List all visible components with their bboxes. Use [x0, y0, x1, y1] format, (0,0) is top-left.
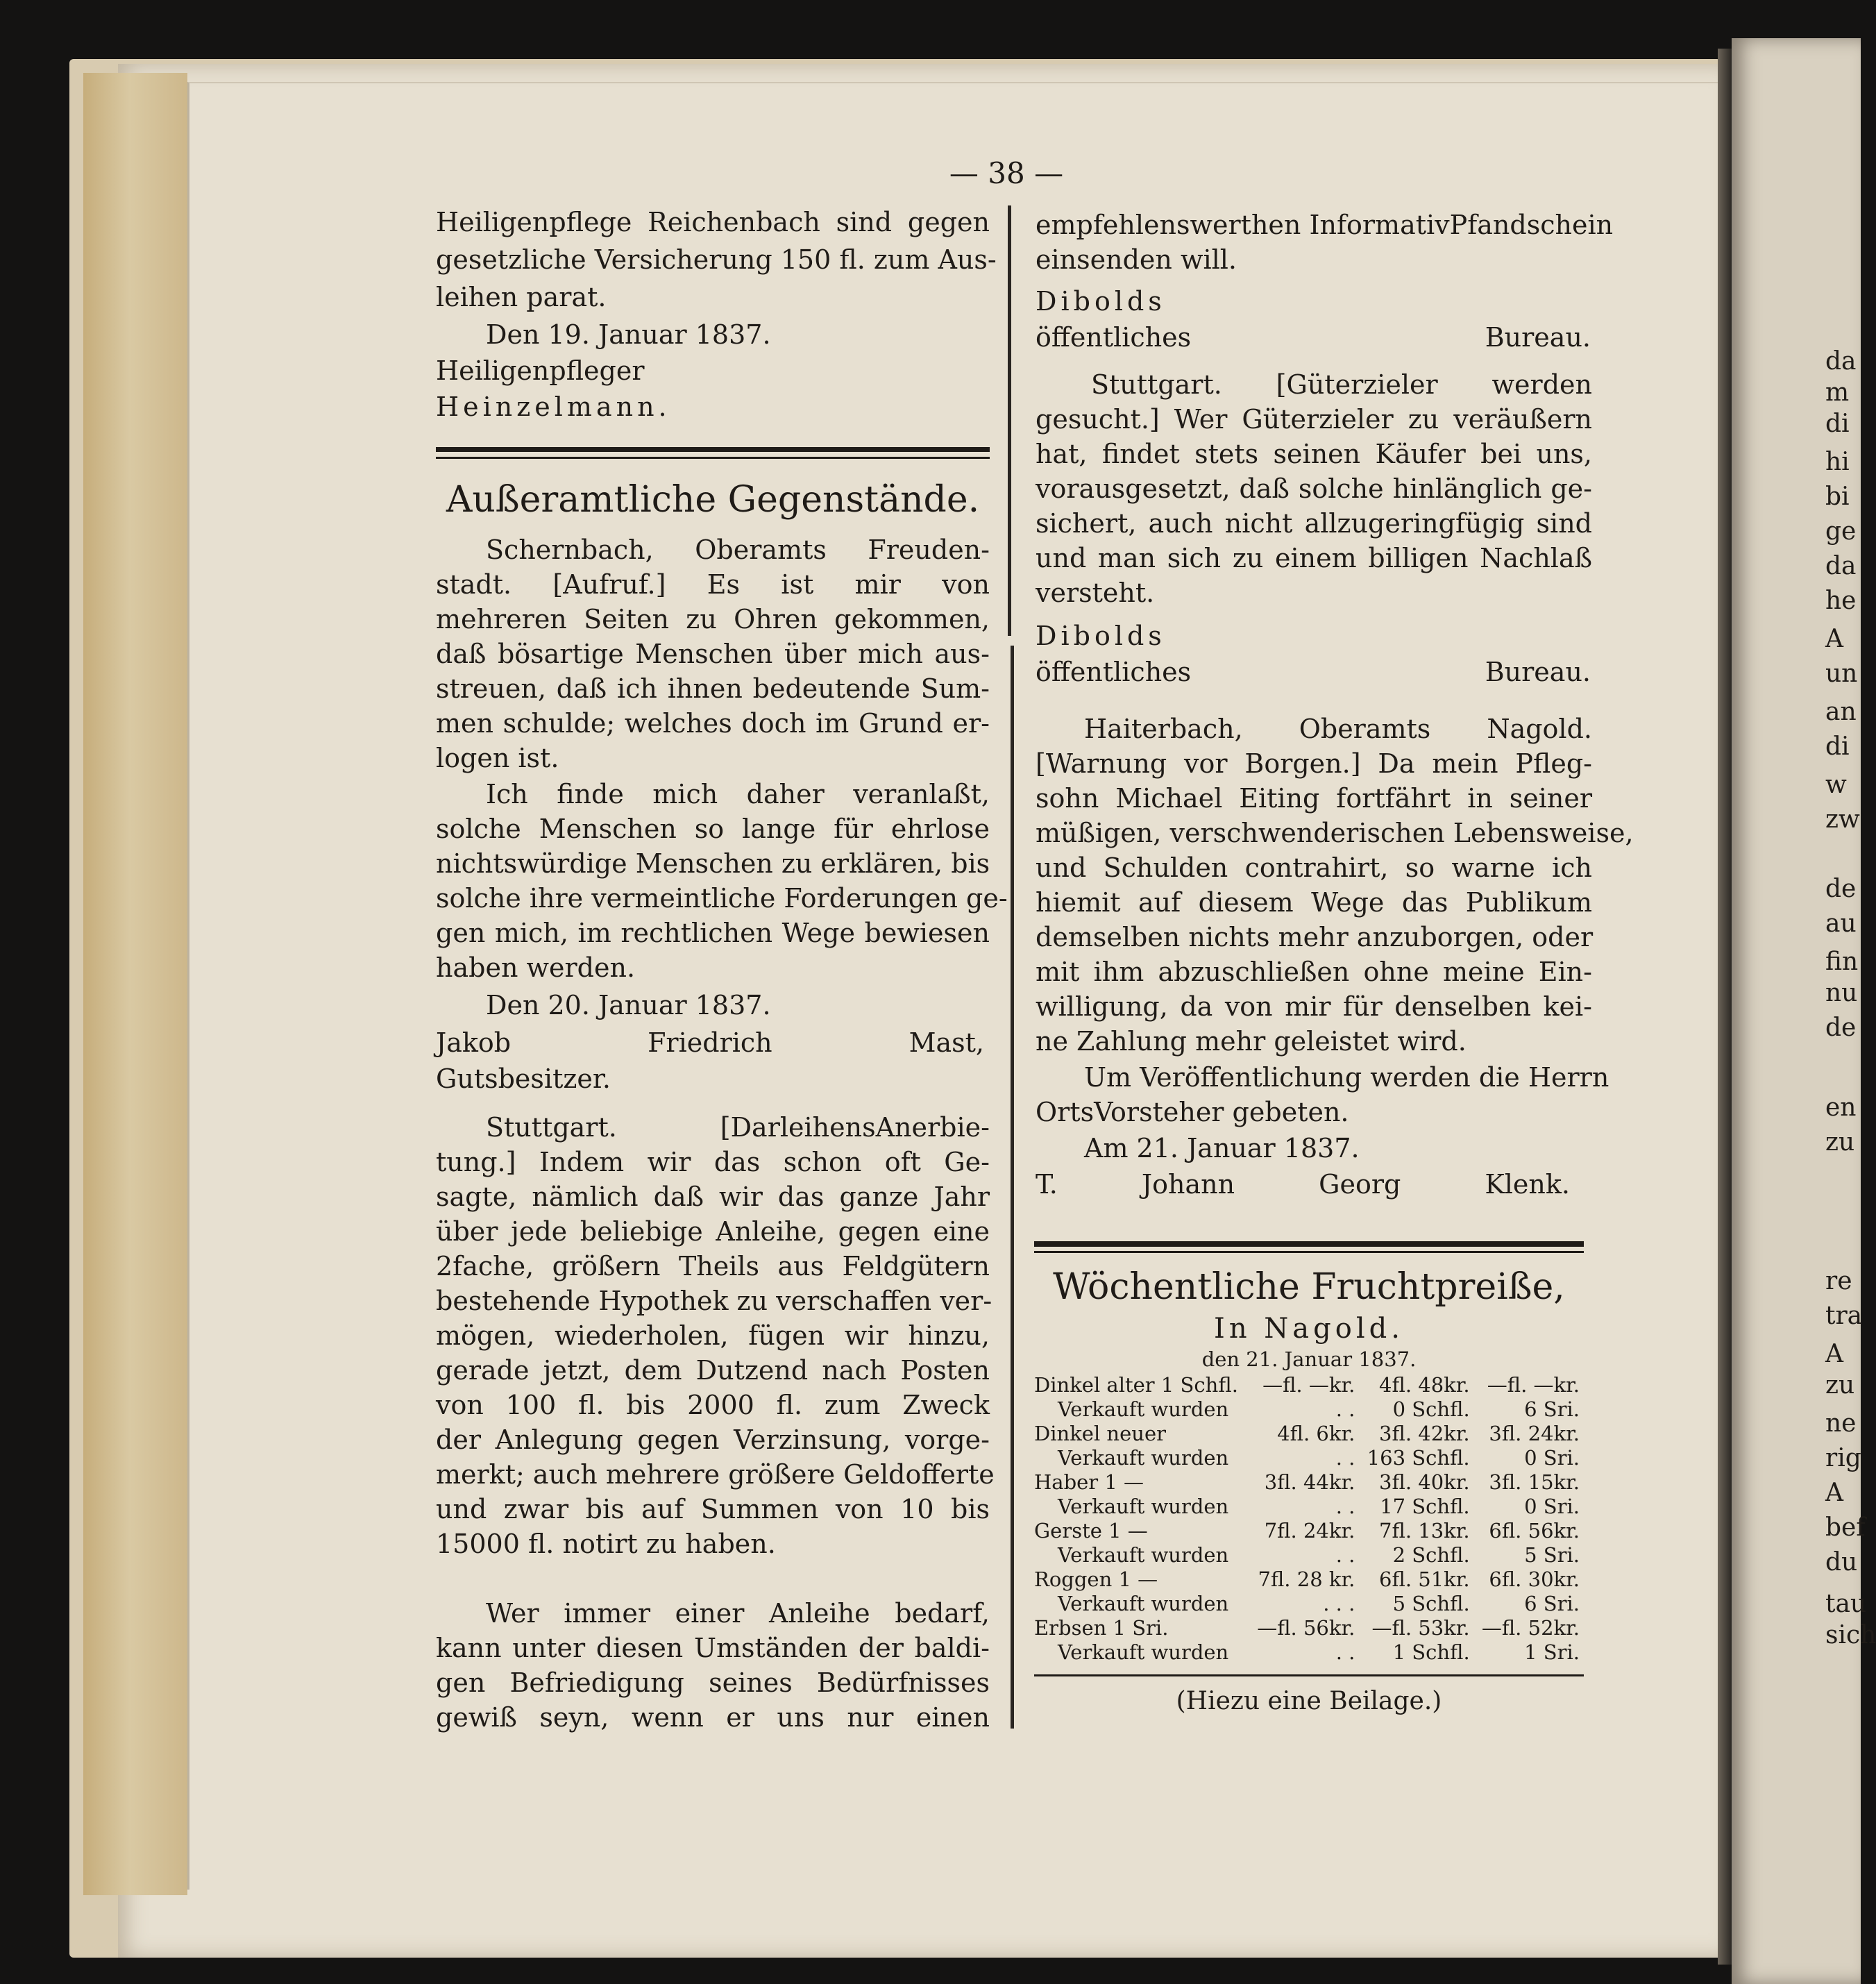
- price-value-cell: 0 Schfl.: [1392, 1397, 1470, 1421]
- signature-title: öffentliches Bureau.: [1036, 657, 1591, 687]
- next-page-fragment: A: [1825, 1340, 1843, 1368]
- next-page-fragment: A: [1825, 625, 1843, 653]
- signature-name: Heinzelmann.: [436, 392, 671, 422]
- next-page-fragment: A: [1825, 1479, 1843, 1507]
- text-line: der Anlegung gegen Verzinsung, vorge-: [436, 1424, 990, 1455]
- price-label-cell: Verkauft wurden: [1058, 1543, 1229, 1567]
- text-line: sichert, auch nicht allzugeringfügig sind: [1036, 508, 1592, 539]
- text-line: willigung, da von mir für denselben kei-: [1036, 991, 1592, 1022]
- price-label-cell: Gerste 1 —: [1034, 1519, 1148, 1542]
- text-line: daß bösartige Menschen über mich aus-: [436, 639, 990, 669]
- signature-name: Jakob Friedrich Mast,: [436, 1027, 984, 1058]
- price-label-cell: Roggen 1 —: [1034, 1567, 1158, 1591]
- signature-title: Heiligenpfleger: [436, 355, 645, 386]
- text-line: [Warnung vor Borgen.] Da mein Pfleg-: [1036, 748, 1592, 779]
- notice-date: Den 20. Januar 1837.: [486, 990, 771, 1020]
- price-value-cell: . .: [1335, 1495, 1355, 1518]
- signature-name: Dibolds: [1036, 286, 1166, 317]
- text-line: einsenden will.: [1036, 244, 1237, 275]
- text-line: vorausgesetzt, daß solche hinlänglich ge-: [1036, 473, 1592, 504]
- text-line: mögen, wiederholen, fügen wir hinzu,: [436, 1320, 990, 1351]
- text-line: gerade jetzt, dem Dutzend nach Posten: [436, 1355, 990, 1386]
- price-value-cell: 7fl. 24kr.: [1264, 1519, 1355, 1542]
- text-line: 2fache, größern Theils aus Feldgütern: [436, 1251, 990, 1281]
- next-page-fragment: m: [1825, 378, 1850, 407]
- price-value-cell: 0 Sri.: [1524, 1495, 1580, 1518]
- prices-table: [1034, 1373, 1584, 1665]
- signature-name: Dibolds: [1036, 621, 1166, 651]
- text-line: Um Veröffentlichung werden die Herrn: [1084, 1062, 1609, 1093]
- section-rule-thick: [436, 447, 990, 452]
- price-value-cell: 1 Schfl.: [1392, 1640, 1470, 1664]
- text-line: gen Befriedigung seines Bedürfnisses: [436, 1667, 990, 1698]
- text-line: bestehende Hypothek zu verschaffen ver-: [436, 1286, 992, 1316]
- text-line: empfehlenswerthen InformativPfandschein: [1036, 210, 1614, 240]
- price-value-cell: 6fl. 56kr.: [1489, 1519, 1580, 1542]
- next-page-edge: [1732, 38, 1861, 1984]
- next-page-fragment: rig: [1825, 1444, 1861, 1472]
- next-page-fragment: fin: [1825, 948, 1859, 976]
- price-row: [1034, 1592, 1584, 1616]
- next-page-fragment: bef: [1825, 1513, 1866, 1542]
- price-value-cell: 6fl. 30kr.: [1489, 1567, 1580, 1591]
- signature-title: öffentliches Bureau.: [1036, 322, 1591, 353]
- price-value-cell: . .: [1335, 1446, 1355, 1470]
- page-number: — 38 —: [949, 156, 1064, 190]
- prices-rule-thin: [1034, 1251, 1584, 1253]
- text-line: versteht.: [1036, 578, 1155, 608]
- signature-name: T. Johann Georg Klenk.: [1036, 1169, 1570, 1200]
- next-page-fragment: ne: [1825, 1409, 1857, 1438]
- text-line: mehreren Seiten zu Ohren gekommen,: [436, 604, 990, 634]
- price-value-cell: . .: [1335, 1397, 1355, 1421]
- text-line: 15000 fl. notirt zu haben.: [436, 1529, 776, 1559]
- next-page-fragment: di: [1825, 410, 1850, 438]
- text-line: Stuttgart. [DarleihensAnerbie-: [486, 1112, 990, 1143]
- price-value-cell: 7fl. 28 kr.: [1258, 1567, 1355, 1591]
- price-row: [1034, 1616, 1584, 1640]
- supplement-note: (Hiezu eine Beilage.): [1176, 1687, 1442, 1715]
- text-line: sagte, nämlich daß wir das ganze Jahr: [436, 1182, 990, 1212]
- prices-location: In Nagold.: [1214, 1313, 1404, 1345]
- price-value-cell: 6 Sri.: [1524, 1397, 1580, 1421]
- next-page-fragment: tau: [1825, 1590, 1867, 1618]
- text-line: logen ist.: [436, 743, 559, 773]
- price-value-cell: . .: [1335, 1543, 1355, 1567]
- price-value-cell: 163 Schfl.: [1367, 1446, 1470, 1470]
- text-line: Stuttgart. [Güterzieler werden: [1091, 369, 1592, 400]
- next-page-fragment: de: [1825, 1014, 1857, 1042]
- column-divider-lower: [1011, 646, 1014, 1729]
- text-line: über jede beliebige Anleihe, gegen eine: [436, 1216, 990, 1247]
- text-line: Wer immer einer Anleihe bedarf,: [486, 1598, 990, 1629]
- text-line: nichtswürdige Menschen zu erklären, bis: [436, 848, 990, 879]
- price-value-cell: —fl. —kr.: [1262, 1373, 1355, 1397]
- signature-title: Gutsbesitzer.: [436, 1064, 611, 1094]
- text-line: leihen parat.: [436, 282, 607, 312]
- text-line: merkt; auch mehrere größere Geldofferte: [436, 1459, 995, 1490]
- price-label-cell: Dinkel alter 1 Schfl.: [1034, 1373, 1238, 1397]
- price-value-cell: 4fl. 6kr.: [1277, 1422, 1355, 1445]
- book-gutter: [1718, 49, 1732, 1965]
- next-page-fragment: de: [1825, 875, 1857, 903]
- price-value-cell: 1 Sri.: [1524, 1640, 1580, 1664]
- price-row: [1034, 1373, 1584, 1397]
- section-heading: Außeramtliche Gegenstände.: [446, 479, 980, 521]
- price-value-cell: . . .: [1323, 1592, 1355, 1615]
- prices-heading: Wöchentliche Fruchtpreiße,: [1053, 1266, 1565, 1308]
- notice-date: Den 19. Januar 1837.: [486, 319, 771, 350]
- next-page-fragment: w: [1825, 771, 1847, 799]
- price-row: [1034, 1543, 1584, 1567]
- text-line: mit ihm abzuschließen ohne meine Ein-: [1036, 957, 1592, 987]
- price-label-cell: Verkauft wurden: [1058, 1592, 1229, 1615]
- price-label-cell: Dinkel neuer: [1034, 1422, 1166, 1445]
- price-label-cell: Verkauft wurden: [1058, 1640, 1229, 1664]
- price-row: [1034, 1470, 1584, 1495]
- price-value-cell: 7fl. 13kr.: [1379, 1519, 1470, 1542]
- text-line: hat, findet stets seinen Käufer bei uns,: [1036, 439, 1592, 469]
- text-line: tung.] Indem wir das schon oft Ge-: [436, 1147, 990, 1177]
- price-label-cell: Haber 1 —: [1034, 1470, 1144, 1494]
- next-page-fragment: he: [1825, 587, 1857, 615]
- next-page-fragment: an: [1825, 698, 1857, 726]
- prices-date: den 21. Januar 1837.: [1201, 1347, 1417, 1371]
- next-page-fragment: un: [1825, 659, 1858, 688]
- price-row: [1034, 1519, 1584, 1543]
- text-line: gesetzliche Versicherung 150 fl. zum Aus-: [436, 244, 997, 275]
- text-line: haben werden.: [436, 952, 636, 983]
- text-line: müßigen, verschwenderischen Lebensweise,: [1036, 818, 1634, 848]
- price-label-cell: Verkauft wurden: [1058, 1397, 1229, 1421]
- next-page-fragment: nu: [1825, 979, 1858, 1007]
- price-value-cell: 3fl. 44kr.: [1264, 1470, 1355, 1494]
- next-page-fragment: zw: [1825, 805, 1860, 834]
- section-rule-thin: [436, 457, 990, 459]
- text-line: sohn Michael Eiting fortfährt in seiner: [1036, 783, 1592, 814]
- next-page-fragment: au: [1825, 909, 1857, 938]
- next-page-fragment: sich: [1825, 1621, 1876, 1649]
- next-page-fragment: ge: [1825, 517, 1857, 546]
- text-line: Ich finde mich daher veranlaßt,: [486, 779, 990, 809]
- text-line: Haiterbach, Oberamts Nagold.: [1084, 714, 1592, 744]
- text-line: gen mich, im rechtlichen Wege bewiesen: [436, 918, 990, 948]
- next-page-fragment: du: [1825, 1548, 1858, 1577]
- next-page-fragment: bi: [1825, 482, 1850, 511]
- text-line: demselben nichts mehr anzuborgen, oder: [1036, 922, 1594, 952]
- text-line: gewiß seyn, wenn er uns nur einen: [436, 1702, 990, 1733]
- text-line: OrtsVorsteher gebeten.: [1036, 1097, 1349, 1127]
- price-label-cell: Erbsen 1 Sri.: [1034, 1616, 1169, 1640]
- price-value-cell: 3fl. 15kr.: [1489, 1470, 1580, 1494]
- column-divider-upper: [1008, 205, 1011, 636]
- price-value-cell: —fl. 53kr.: [1371, 1616, 1470, 1640]
- price-value-cell: 6 Sri.: [1524, 1592, 1580, 1615]
- text-line: und zwar bis auf Summen von 10 bis: [436, 1494, 990, 1524]
- next-page-fragment: re: [1825, 1267, 1852, 1295]
- next-page-fragment: en: [1825, 1093, 1857, 1122]
- price-row: [1034, 1495, 1584, 1519]
- price-row: [1034, 1397, 1584, 1422]
- price-value-cell: . .: [1335, 1640, 1355, 1664]
- text-line: Schernbach, Oberamts Freuden-: [486, 535, 990, 565]
- price-value-cell: 2 Schfl.: [1392, 1543, 1470, 1567]
- price-value-cell: 5 Schfl.: [1392, 1592, 1470, 1615]
- text-line: von 100 fl. bis 2000 fl. zum Zweck: [436, 1390, 990, 1420]
- price-row: [1034, 1422, 1584, 1446]
- text-line: gesucht.] Wer Güterzieler zu veräußern: [1036, 404, 1592, 435]
- price-value-cell: 3fl. 42kr.: [1379, 1422, 1470, 1445]
- text-line: streuen, daß ich ihnen bedeutende Sum-: [436, 673, 990, 704]
- next-page-fragment: hi: [1825, 448, 1850, 476]
- price-row: [1034, 1567, 1584, 1592]
- prices-rule-thick: [1034, 1241, 1584, 1247]
- text-line: kann unter diesen Umständen der baldi-: [436, 1633, 990, 1663]
- price-label-cell: Verkauft wurden: [1058, 1446, 1229, 1470]
- notice-date: Am 21. Januar 1837.: [1084, 1133, 1360, 1163]
- text-line: und Schulden contrahirt, so warne ich: [1036, 852, 1592, 883]
- text-line: solche Menschen so lange für ehrlose: [436, 814, 990, 844]
- price-value-cell: 6fl. 51kr.: [1379, 1567, 1470, 1591]
- next-page-fragment: zu: [1825, 1371, 1855, 1399]
- price-value-cell: —fl. 52kr.: [1481, 1616, 1580, 1640]
- text-line: men schulde; welches doch im Grund er-: [436, 708, 990, 739]
- text-line: stadt. [Aufruf.] Es ist mir von: [436, 569, 990, 600]
- price-value-cell: —fl. 56kr.: [1257, 1616, 1355, 1640]
- text-line: hiemit auf diesem Wege das Publikum: [1036, 887, 1592, 918]
- next-page-fragment: da: [1825, 347, 1857, 376]
- price-label-cell: Verkauft wurden: [1058, 1495, 1229, 1518]
- price-row: [1034, 1640, 1584, 1665]
- supplement-rule: [1034, 1674, 1584, 1676]
- text-line: solche ihre vermeintliche Forderungen ge-: [436, 883, 1008, 914]
- price-value-cell: 4fl. 48kr.: [1379, 1373, 1470, 1397]
- price-value-cell: 17 Schfl.: [1380, 1495, 1470, 1518]
- text-line: Heiligenpflege Reichenbach sind gegen: [436, 207, 990, 237]
- price-value-cell: 5 Sri.: [1524, 1543, 1580, 1567]
- next-page-fragment: tra: [1825, 1302, 1863, 1330]
- price-row: [1034, 1446, 1584, 1470]
- price-value-cell: 3fl. 40kr.: [1379, 1470, 1470, 1494]
- next-page-fragment: di: [1825, 732, 1850, 761]
- price-value-cell: 0 Sri.: [1524, 1446, 1580, 1470]
- page-edges: [83, 73, 187, 1895]
- text-line: ne Zahlung mehr geleistet wird.: [1036, 1026, 1467, 1057]
- text-line: und man sich zu einem billigen Nachlaß: [1036, 543, 1592, 573]
- price-value-cell: 3fl. 24kr.: [1489, 1422, 1580, 1445]
- next-page-fragment: zu: [1825, 1128, 1855, 1157]
- price-value-cell: —fl. —kr.: [1487, 1373, 1580, 1397]
- next-page-fragment: da: [1825, 552, 1857, 580]
